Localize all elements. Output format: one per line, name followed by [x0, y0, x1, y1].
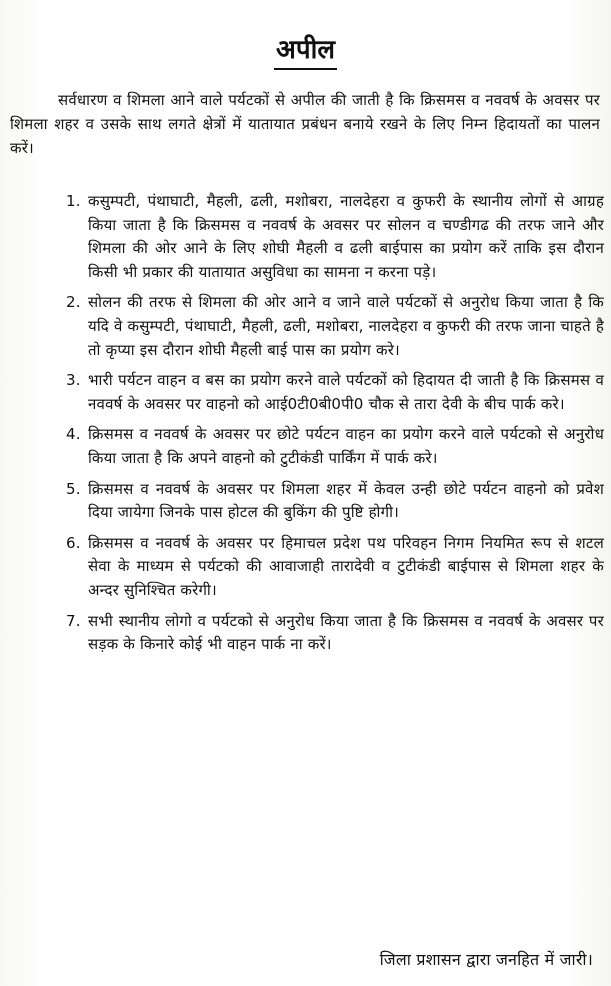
notice-title: [0, 34, 611, 70]
instruction-number: 3.: [66, 371, 81, 390]
instruction-item-1: [66, 190, 604, 284]
instruction-item-3: [66, 369, 604, 416]
instruction-text: कसुम्पटी, पंथाघाटी, मैहली, ढली, मशोबरा, नालदेहरा व कुफरी के स्थानीय लोगों से आग्रह किया जाता है कि क्रिसमस व नववर्ष के अवसर पर सोलन व चण्डीगढ की तरफ जाने और शिमला की ओर आने के लिए शोघी मैहली व ढली बाईपास का प्रयोग करें ताकि इस दौरान किसी भी प्रकार की यातायात असुविधा का सामना न करना पड़े।: [88, 192, 604, 281]
intro-paragraph: सर्वधारण व शिमला आने वाले पर्यटकों से अपील की जाती है कि क्रिसमस व नववर्ष के अवसर पर शिमला शहर व उसके साथ लगते क्षेत्रों में यातायात प्रबंधन बनाये रखने के लिए निम्न हिदायतों का पालन करें।: [10, 91, 600, 157]
instruction-text: सभी स्थानीय लोगो व पर्यटको से अनुरोध किया जाता है कि क्रिसमस व नववर्ष के अवसर पर सड़क के किनारे कोई भी वाहन पार्क ना करें।: [88, 611, 604, 654]
instruction-item-6: [66, 532, 604, 603]
instruction-item-4: [66, 423, 604, 470]
instruction-number: 2.: [66, 293, 81, 312]
instruction-number: 4.: [66, 425, 81, 444]
instruction-item-5: [66, 478, 604, 525]
issuer-note: जिला प्रशासन द्वारा जनहित में जारी।: [379, 950, 593, 969]
instruction-list: [66, 190, 604, 664]
instruction-text: भारी पर्यटन वाहन व बस का प्रयोग करने वाले पर्यटकों को हिदायत दी जाती है कि क्रिसमस व नववर्ष के अवसर पर वाहनो को आई0टी0बी0पी0 चौक से तारा देवी के बीच पार्क करे।: [88, 371, 604, 413]
instruction-number: 6.: [66, 533, 81, 552]
instruction-number: 1.: [66, 192, 81, 210]
instruction-text: क्रिसमस व नववर्ष के अवसर पर शिमला शहर में केवल उन्ही छोटे पर्यटन वाहनो को प्रवेश दिया जायेगा जिनके पास होटल की बुकिंग की पुष्टि होगी।: [88, 479, 604, 522]
instruction-item-2: [66, 291, 604, 362]
instruction-number: 5.: [66, 479, 81, 498]
instruction-text: क्रिसमस व नववर्ष के अवसर पर हिमाचल प्रदेश पथ परिवहन निगम नियमित रूप से शटल सेवा के माध्यम से पर्यटको की आवाजाही तारादेवी व टुटीकंडी बाईपास से शिमला शहर के अन्दर सुनिश्चित करेगी।: [88, 533, 604, 599]
instruction-item-7: [66, 610, 604, 657]
instruction-text: सोलन की तरफ से शिमला की ओर आने व जाने वाले पर्यटकों से अनुरोध किया जाता है कि यदि वे कसुम्पटी, पंथाघाटी, मैहली, ढली, मशोबरा, नालदेहरा व कुफरी की तरफ जाना चाहते है तो कृप्या इस दौरान शोघी मैहली बाई पास का प्रयोग करे।: [88, 293, 604, 359]
instruction-text: क्रिसमस व नववर्ष के अवसर पर छोटे पर्यटन वाहन का प्रयोग करने वाले पर्यटको से अनुरोध किया जाता है कि अपने वाहनो को टुटीकंडी पार्किंग में पार्क करे।: [88, 425, 604, 467]
instruction-number: 7.: [66, 611, 81, 630]
notice-title-text: अपील: [274, 34, 337, 70]
